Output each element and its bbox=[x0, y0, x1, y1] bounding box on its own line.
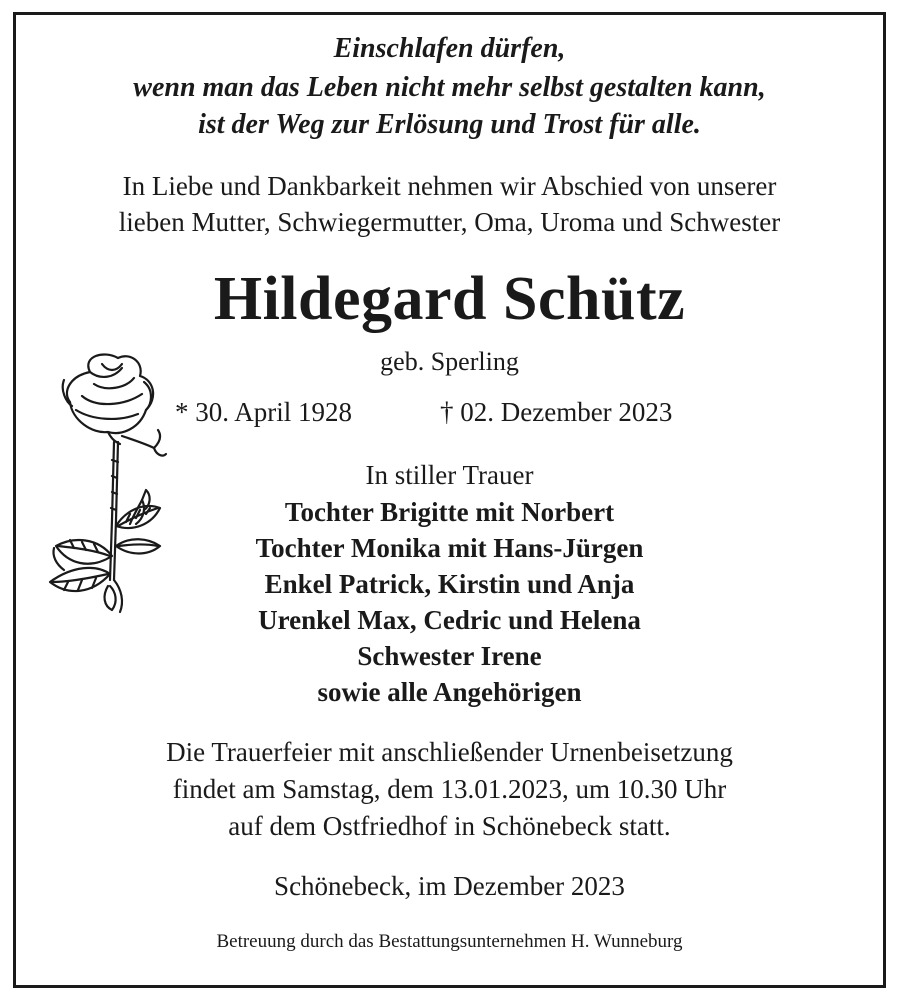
birth-name: geb. Sperling bbox=[380, 347, 519, 376]
birth-date: * 30. April 1928 bbox=[175, 397, 353, 427]
mourner-1: Tochter Brigitte mit Norbert bbox=[284, 497, 615, 527]
mourner-2: Tochter Monika mit Hans-Jürgen bbox=[255, 533, 644, 563]
ceremony-line-1: Die Trauerfeier mit anschließender Urnenbeisetzung bbox=[166, 737, 733, 767]
motto-line-2: wenn man das Leben nicht mehr selbst gestalten kann, bbox=[133, 72, 766, 103]
ceremony-line-3: auf dem Ostfriedhof in Schönebeck statt. bbox=[228, 811, 671, 841]
motto-line-1: Einschlafen dürfen, bbox=[333, 33, 566, 64]
place-and-date: Schönebeck, im Dezember 2023 bbox=[274, 871, 625, 901]
mourner-6: sowie alle Angehörigen bbox=[317, 677, 582, 707]
mourner-3: Enkel Patrick, Kirstin und Anja bbox=[264, 569, 635, 599]
funeral-home-credit: Betreuung durch das Bestattungsunternehmen H. Wunneburg bbox=[216, 931, 683, 952]
death-date: † 02. Dezember 2023 bbox=[440, 397, 673, 427]
intro-line-1: In Liebe und Dankbarkeit nehmen wir Abschied von unserer bbox=[122, 171, 777, 201]
ceremony-line-2: findet am Samstag, dem 13.01.2023, um 10.30 Uhr bbox=[172, 774, 727, 804]
mourner-4: Urenkel Max, Cedric und Helena bbox=[258, 605, 641, 635]
mourner-5: Schwester Irene bbox=[357, 641, 542, 671]
deceased-name: Hildegard Schütz bbox=[213, 265, 686, 333]
motto-line-3: ist der Weg zur Erlösung und Trost für alle. bbox=[198, 109, 701, 140]
mourning-heading: In stiller Trauer bbox=[365, 460, 534, 490]
intro-line-2: lieben Mutter, Schwiegermutter, Oma, Uroma und Schwester bbox=[118, 207, 781, 237]
